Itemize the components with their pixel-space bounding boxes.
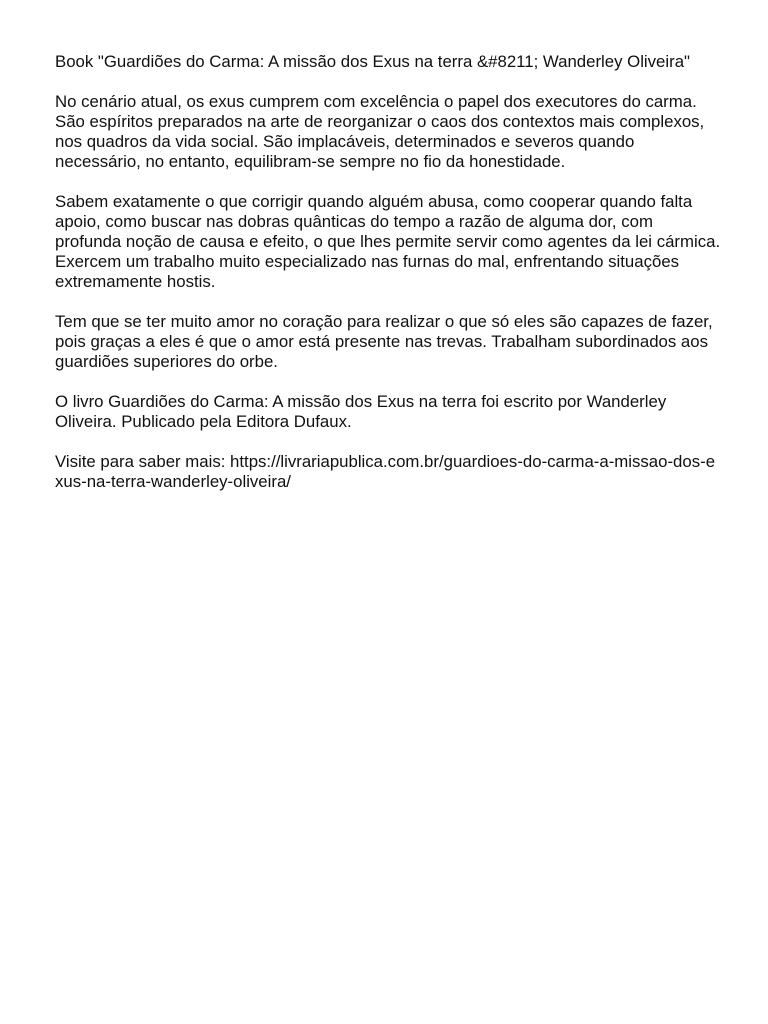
paragraph-4: O livro Guardiões do Carma: A missão dos Exus na terra foi escrito por Wanderley Oliveira. Publicado pela Editora Dufaux. [55, 392, 667, 431]
visit-paragraph [55, 452, 723, 492]
paragraph-1: No cenário atual, os exus cumprem com excelência o papel dos executores do carma. São espíritos preparados na arte de reorganizar o caos dos contextos mais complexos, nos quadros da vida social. São implacáveis, determinados e severos quando necessário, no entanto, equilibram-se sempre no fio da honestidade. [55, 92, 705, 171]
paragraph-2: Sabem exatamente o que corrigir quando alguém abusa, como cooperar quando falta apoio, como buscar nas dobras quânticas do tempo a razão de alguma dor, com profunda noção de causa e efeito, o que lhes permite servir como agentes da lei cármica. Exercem um trabalho muito especializado nas furnas do mal, enfrentando situações extremamente hostis. [55, 192, 721, 291]
document-page [55, 52, 723, 512]
paragraph-3: Tem que se ter muito amor no coração para realizar o que só eles são capazes de fazer, pois graças a eles é que o amor está presente nas trevas. Trabalham subordinados aos guardiões superiores do orbe. [55, 312, 713, 371]
document-title: Book "Guardiões do Carma: A missão dos Exus na terra &#8211; Wanderley Oliveira" [55, 52, 690, 71]
visit-url: https://livrariapublica.com.br/guardioes-do-carma-a-missao-dos-exus-na-terra-wanderley-oliveira/ [55, 452, 716, 491]
visit-label: Visite para saber mais: [55, 452, 231, 471]
